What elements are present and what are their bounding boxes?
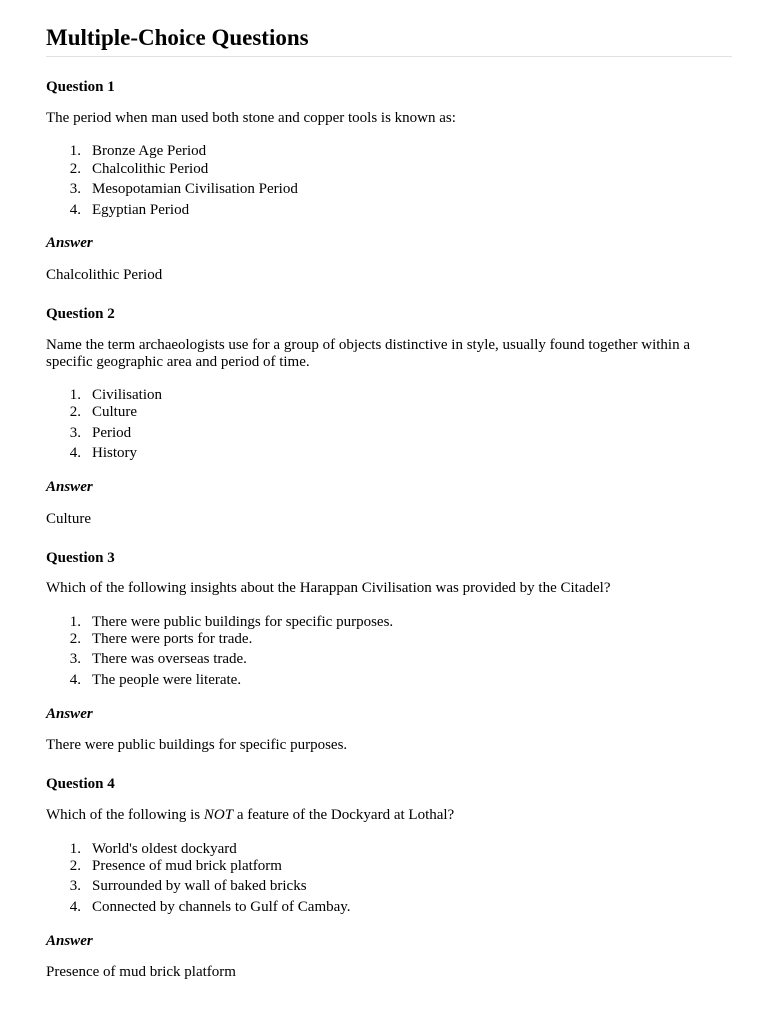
option-number: 4. bbox=[69, 202, 81, 218]
option-item bbox=[46, 386, 732, 404]
option-number: 4. bbox=[69, 445, 81, 461]
option-number: 4. bbox=[69, 672, 81, 688]
option-item bbox=[46, 201, 732, 219]
answer-label: Answer bbox=[46, 479, 93, 495]
option-number: 2. bbox=[69, 858, 81, 874]
option-item bbox=[46, 671, 732, 689]
option-item bbox=[46, 180, 732, 198]
option-number: 2. bbox=[69, 631, 81, 647]
question-heading: Question 2 bbox=[46, 306, 115, 322]
option-item bbox=[46, 877, 732, 895]
option-item bbox=[46, 613, 732, 631]
option-number: 3. bbox=[69, 425, 81, 441]
question-text: Which of the following insights about the Harappan Civilisation was provided by the Citadel? bbox=[46, 580, 611, 596]
option-number: 1. bbox=[69, 143, 81, 159]
option-text: Civilisation bbox=[92, 387, 163, 403]
option-item bbox=[46, 424, 732, 442]
option-text: The people were literate. bbox=[92, 672, 242, 688]
option-item bbox=[46, 444, 732, 462]
question-heading: Question 3 bbox=[46, 550, 115, 566]
option-number: 1. bbox=[69, 387, 81, 403]
option-number: 2. bbox=[69, 404, 81, 420]
option-item bbox=[46, 403, 732, 421]
emphasis-text: NOT bbox=[203, 807, 234, 823]
option-item bbox=[46, 160, 732, 178]
option-item bbox=[46, 650, 732, 668]
answer-label: Answer bbox=[46, 706, 93, 722]
question-text: Which of the following is NOT a feature of the Dockyard at Lothal? bbox=[46, 807, 455, 823]
page-title: Multiple-Choice Questions bbox=[46, 25, 309, 50]
option-text: There were ports for trade. bbox=[92, 631, 253, 647]
answer-text: Presence of mud brick platform bbox=[46, 964, 236, 980]
option-text: Connected by channels to Gulf of Cambay. bbox=[92, 899, 351, 915]
option-text: Mesopotamian Civilisation Period bbox=[92, 181, 298, 197]
title-divider bbox=[46, 56, 732, 57]
option-text: There were public buildings for specific purposes. bbox=[92, 614, 394, 630]
option-number: 4. bbox=[69, 899, 81, 915]
option-text: There was overseas trade. bbox=[92, 651, 247, 667]
answer-label: Answer bbox=[46, 933, 93, 949]
answer-text: There were public buildings for specific purposes. bbox=[46, 737, 348, 753]
option-text: Period bbox=[92, 425, 132, 441]
option-text: World's oldest dockyard bbox=[92, 841, 237, 857]
option-number: 2. bbox=[69, 161, 81, 177]
option-text: Surrounded by wall of baked bricks bbox=[92, 878, 307, 894]
option-number: 3. bbox=[69, 651, 81, 667]
option-item bbox=[46, 898, 732, 916]
question-heading: Question 4 bbox=[46, 776, 115, 792]
answer-text: Chalcolithic Period bbox=[46, 267, 163, 283]
option-item bbox=[46, 142, 732, 160]
answer-label: Answer bbox=[46, 235, 93, 251]
option-number: 3. bbox=[69, 878, 81, 894]
option-item bbox=[46, 840, 732, 858]
question-text: Name the term archaeologists use for a group of objects distinctive in style, usually found together within a specific geographic area and period of time. bbox=[46, 337, 691, 370]
option-text: Chalcolithic Period bbox=[92, 161, 209, 177]
option-text: Bronze Age Period bbox=[92, 143, 207, 159]
option-text: Egyptian Period bbox=[92, 202, 190, 218]
option-text: Culture bbox=[92, 404, 137, 420]
option-item bbox=[46, 630, 732, 648]
question-heading: Question 1 bbox=[46, 79, 115, 95]
answer-text: Culture bbox=[46, 511, 91, 527]
option-item bbox=[46, 857, 732, 875]
option-number: 1. bbox=[69, 614, 81, 630]
option-number: 1. bbox=[69, 841, 81, 857]
option-text: History bbox=[92, 445, 137, 461]
option-number: 3. bbox=[69, 181, 81, 197]
question-text: The period when man used both stone and copper tools is known as: bbox=[46, 110, 456, 126]
option-text: Presence of mud brick platform bbox=[92, 858, 282, 874]
